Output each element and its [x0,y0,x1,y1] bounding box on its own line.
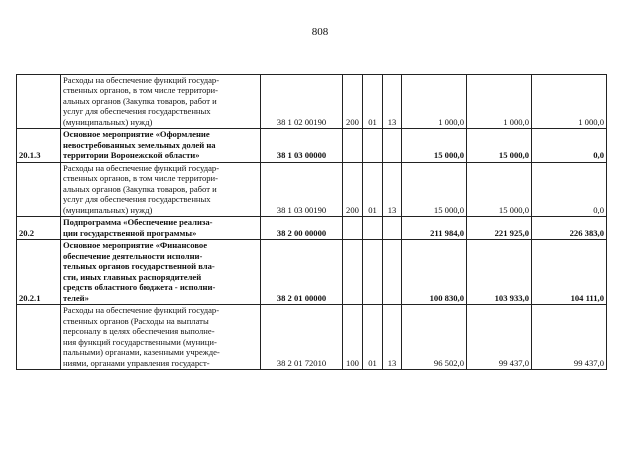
description-line: обеспечение деятельности исполни- [63,250,203,261]
amount-year3-cell: 104 111,0 [532,240,607,305]
amount-year2-cell: 15 000,0 [467,162,532,216]
item-number-cell [17,162,61,216]
target-code-cell: 38 2 00 00000 [261,217,343,240]
target-code-cell: 38 1 02 00190 [261,75,343,129]
description-line: (муниципальных) нужд) [63,204,153,215]
description-line: сти, иных главных распорядителей [63,271,202,282]
description-line: ственных органов, в том числе территори- [63,173,219,184]
description-cell [61,162,261,216]
description-line: невостребованных земельных долей на [63,139,216,150]
description-line: территории Воронежской области» [63,150,200,161]
description-cell [61,129,261,162]
description-line: Подпрограмма «Обеспечение реализа- [63,217,213,228]
description-line: Основное мероприятие «Финансовое [63,240,208,251]
amount-year1-cell: 1 000,0 [402,75,467,129]
expense-type-cell: 100 [343,305,363,370]
subsection-cell: 13 [383,305,402,370]
amount-year2-cell: 103 933,0 [467,240,532,305]
description-line: (муниципальных) нужд) [63,116,153,127]
description-line: ственных органов, в том числе территори- [63,85,219,96]
description-line: персоналу в целях обеспечения выполне- [63,326,215,337]
expense-type-cell [343,129,363,162]
description-cell [61,75,261,129]
item-number-cell: 20.1.3 [17,129,61,162]
section-cell [363,129,383,162]
description-line: альных органов (Закупка товаров, работ и [63,183,217,194]
amount-year1-cell: 211 984,0 [402,217,467,240]
amount-year3-cell: 99 437,0 [532,305,607,370]
description-line: пальными) органами, казенными учрежде- [63,347,220,358]
description-line: телей» [63,292,89,303]
description-line: альных органов (Закупка товаров, работ и [63,95,217,106]
subsection-cell: 13 [383,162,402,216]
item-number-cell [17,75,61,129]
section-cell: 01 [363,305,383,370]
amount-year1-cell: 96 502,0 [402,305,467,370]
amount-year1-cell: 15 000,0 [402,129,467,162]
table-row [17,129,607,162]
table-row [17,240,607,305]
description-line: ниями, органами управления государст- [63,357,210,368]
amount-year2-cell: 15 000,0 [467,129,532,162]
page-number: 808 [311,26,329,38]
subsection-cell [383,240,402,305]
description-cell [61,217,261,240]
target-code-cell: 38 2 01 00000 [261,240,343,305]
item-number-cell: 20.2.1 [17,240,61,305]
description-line: средств областного бюджета - исполни- [63,282,216,293]
section-cell: 01 [363,162,383,216]
amount-year3-cell: 1 000,0 [532,75,607,129]
amount-year2-cell: 99 437,0 [467,305,532,370]
description-line: Основное мероприятие «Оформление [63,129,210,140]
section-cell: 01 [363,75,383,129]
expense-type-cell [343,217,363,240]
description-line: тельных органов государственной вла- [63,261,215,272]
amount-year3-cell: 226 383,0 [532,217,607,240]
subsection-cell [383,129,402,162]
description-cell [61,240,261,305]
amount-year3-cell: 0,0 [532,129,607,162]
table-row [17,217,607,240]
amount-year1-cell: 15 000,0 [402,162,467,216]
description-cell [61,305,261,370]
expense-type-cell [343,240,363,305]
expense-type-cell: 200 [343,75,363,129]
section-cell [363,217,383,240]
target-code-cell: 38 2 01 72010 [261,305,343,370]
section-cell [363,240,383,305]
amount-year2-cell: 1 000,0 [467,75,532,129]
amount-year3-cell: 0,0 [532,162,607,216]
description-line: Расходы на обеспечение функций государ- [63,162,220,173]
description-line: услуг для обеспечения государственных [63,106,211,117]
target-code-cell: 38 1 03 00190 [261,162,343,216]
amount-year2-cell: 221 925,0 [467,217,532,240]
description-line: Расходы на обеспечение функций государ- [63,305,220,316]
table-row [17,162,607,216]
item-number-cell: 20.2 [17,217,61,240]
table-row [17,75,607,129]
description-line: ции государственной программы» [63,227,197,238]
description-line: услуг для обеспечения государственных [63,194,211,205]
subsection-cell: 13 [383,75,402,129]
description-line: Расходы на обеспечение функций государ- [63,75,220,85]
description-line: ния функций государственными (муници- [63,336,217,347]
description-line: ственных органов (Расходы на выплаты [63,315,209,326]
table-body [17,75,607,370]
expense-type-cell: 200 [343,162,363,216]
amount-year1-cell: 100 830,0 [402,240,467,305]
subsection-cell [383,217,402,240]
item-number-cell [17,305,61,370]
budget-table [16,74,607,370]
target-code-cell: 38 1 03 00000 [261,129,343,162]
table-row [17,305,607,370]
